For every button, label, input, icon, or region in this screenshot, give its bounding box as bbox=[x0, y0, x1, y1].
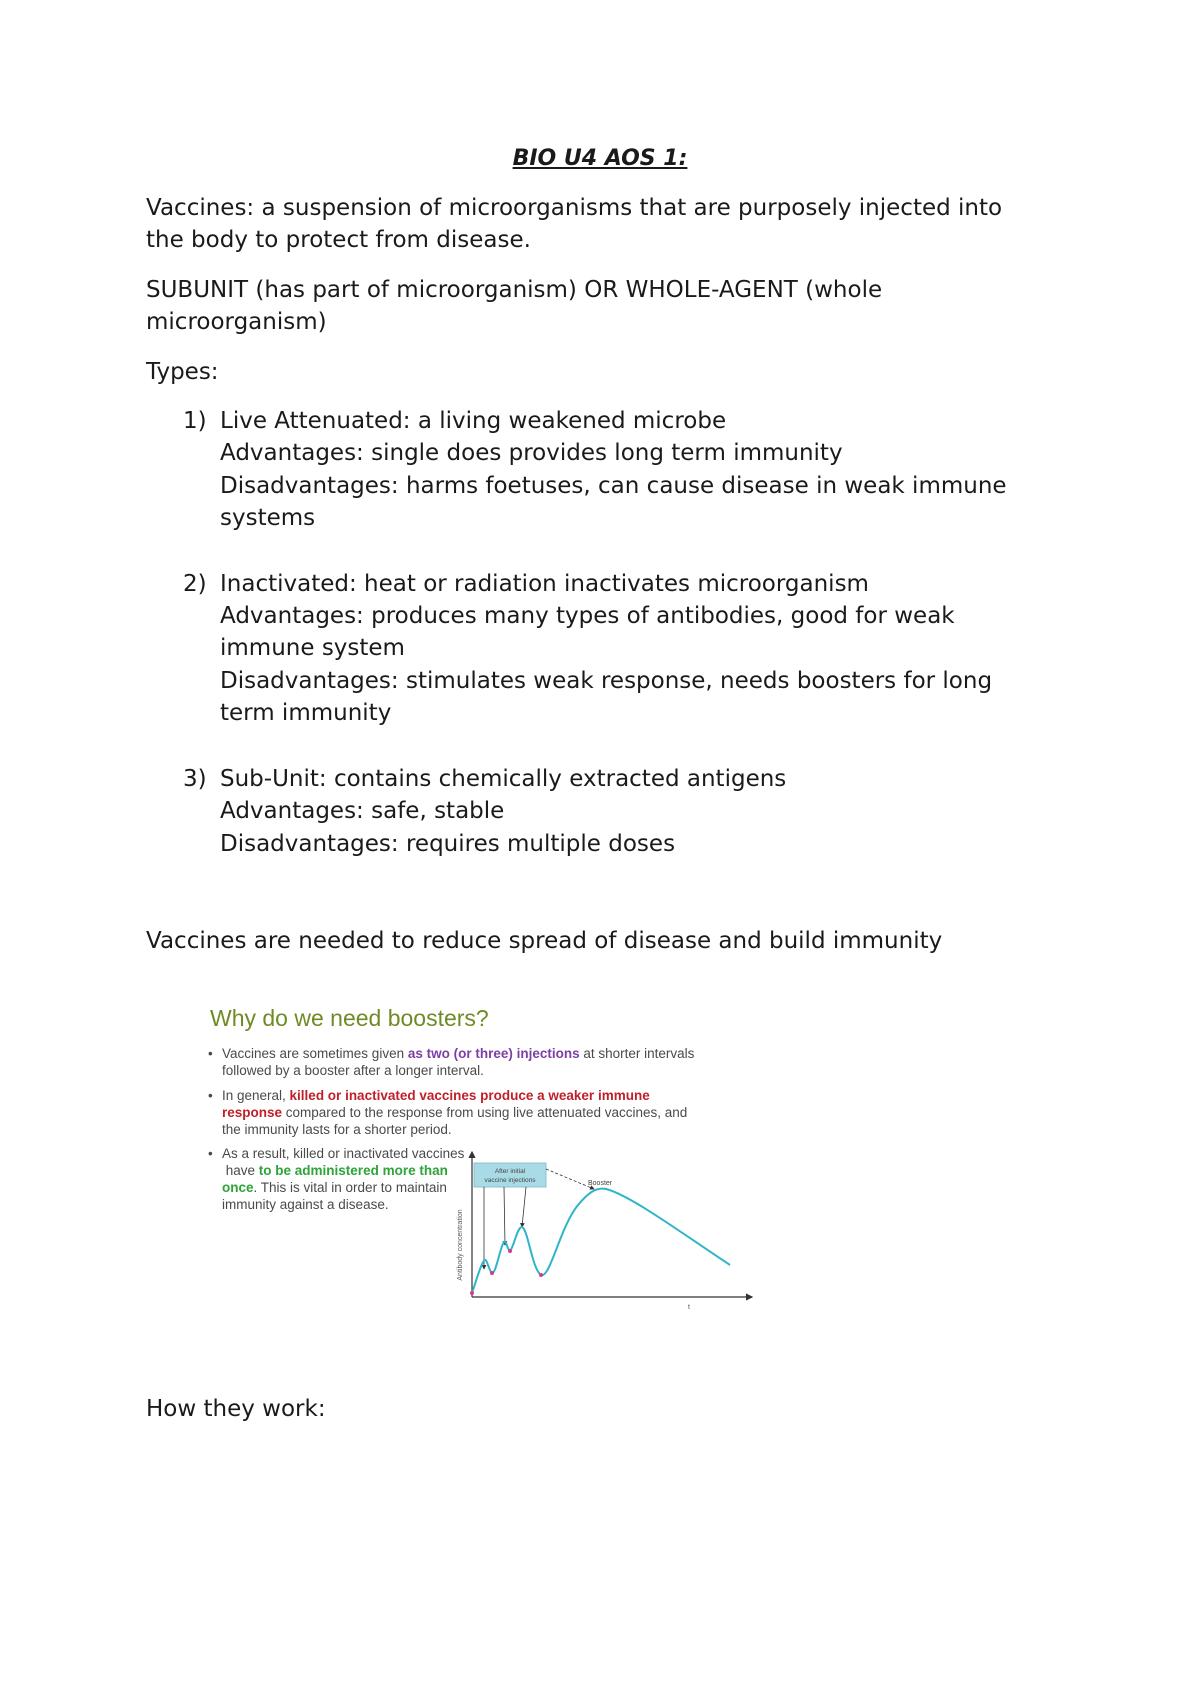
type1-disadvantages-cont: systems bbox=[220, 505, 316, 531]
slide-bullet-1-text-a: Vaccines are sometimes given bbox=[222, 1046, 408, 1061]
initial-injections-label-2: vaccine injections bbox=[484, 1177, 536, 1184]
type2-disadvantages-cont: term immunity bbox=[220, 700, 392, 726]
subunit-line-2: microorganism) bbox=[146, 309, 327, 335]
vaccine-definition-line-1: Vaccines: a suspension of microorganisms that are purposely injected into bbox=[146, 195, 1003, 221]
initial-injections-label-1: After initial bbox=[494, 1168, 526, 1175]
type3-name: Sub-Unit: contains chemically extracted antigens bbox=[220, 766, 787, 792]
booster-label: Booster bbox=[588, 1180, 613, 1187]
list-number-3: 3) bbox=[183, 766, 207, 792]
injection-point-marker bbox=[470, 1291, 474, 1295]
injection-point-marker bbox=[508, 1249, 512, 1253]
slide-bullet-1-highlight: as two (or three) injections bbox=[407, 1046, 580, 1061]
slide-bullet-3-highlight-cont: once bbox=[222, 1180, 254, 1195]
booster-arrow bbox=[546, 1169, 594, 1189]
slide-bullet-2-highlight: killed or inactivated vaccines produce a weaker immune bbox=[289, 1088, 650, 1103]
type1-name: Live Attenuated: a living weakened microbe bbox=[220, 408, 727, 434]
y-axis-label: Antibody concentration bbox=[457, 1209, 464, 1281]
type1-advantages: Advantages: single does provides long term immunity bbox=[220, 440, 843, 466]
list-number-1: 1) bbox=[183, 408, 207, 434]
slide-bullet-3-text-a: As a result, killed or inactivated vaccines bbox=[222, 1146, 465, 1161]
type1-disadvantages: Disadvantages: harms foetuses, can cause disease in weak immune bbox=[220, 473, 1007, 499]
injection-point-marker bbox=[539, 1273, 543, 1277]
injection-point-marker bbox=[490, 1271, 494, 1275]
bullet-dot: • bbox=[208, 1046, 213, 1061]
slide-bullet-2-text-a: In general, bbox=[222, 1088, 290, 1103]
page-title: BIO U4 AOS 1: bbox=[512, 146, 688, 171]
slide-bullet-1-text-d: followed by a booster after a longer interval. bbox=[222, 1063, 484, 1078]
slide-bullet-3-text-b: have bbox=[225, 1163, 259, 1178]
type3-disadvantages: Disadvantages: requires multiple doses bbox=[220, 831, 676, 857]
type2-name: Inactivated: heat or radiation inactivates microorganism bbox=[220, 571, 869, 597]
type2-advantages-cont: immune system bbox=[220, 635, 405, 661]
bullet-dot: • bbox=[208, 1146, 213, 1161]
how-they-work-heading: How they work: bbox=[146, 1396, 326, 1422]
type2-advantages: Advantages: produces many types of antibodies, good for weak bbox=[220, 603, 955, 629]
injection-arrow-2 bbox=[504, 1187, 505, 1245]
boosters-slide-image bbox=[200, 995, 820, 1335]
slide-bullet-2-highlight-cont: response bbox=[222, 1105, 283, 1120]
subunit-line-1: SUBUNIT (has part of microorganism) OR WHOLE-AGENT (whole bbox=[146, 277, 883, 303]
vaccine-definition-line-2: the body to protect from disease. bbox=[146, 227, 531, 253]
bullet-dot: • bbox=[208, 1088, 213, 1103]
slide-bullet-2-text-e: the immunity lasts for a shorter period. bbox=[222, 1122, 452, 1137]
types-label: Types: bbox=[146, 359, 219, 385]
slide-title: Why do we need boosters? bbox=[210, 1005, 489, 1031]
slide-bullet-3-text-e: . This is vital in order to maintain bbox=[253, 1180, 447, 1195]
x-axis-label: t bbox=[688, 1304, 690, 1311]
slide-bullet-2-text-d: compared to the response from using live attenuated vaccines, and bbox=[282, 1105, 688, 1120]
type3-advantages: Advantages: safe, stable bbox=[220, 798, 505, 824]
injection-arrow-3 bbox=[522, 1187, 526, 1227]
antibody-response-graph bbox=[457, 1147, 770, 1332]
antibody-curve bbox=[472, 1189, 730, 1293]
slide-bullet-3-highlight: to be administered more than bbox=[258, 1163, 448, 1178]
vaccines-needed-text: Vaccines are needed to reduce spread of disease and build immunity bbox=[146, 928, 943, 954]
slide-bullet-3-text-f: immunity against a disease. bbox=[222, 1197, 389, 1212]
type2-disadvantages: Disadvantages: stimulates weak response, needs boosters for long bbox=[220, 668, 993, 694]
slide-bullet-1-text-c: at shorter intervals bbox=[579, 1046, 695, 1061]
list-number-2: 2) bbox=[183, 571, 207, 597]
